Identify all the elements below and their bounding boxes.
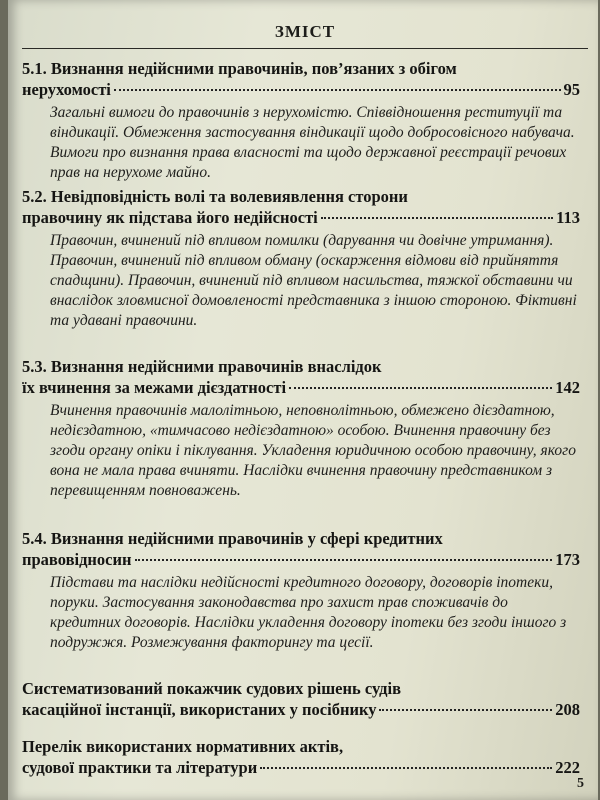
toc-entry-5-3[interactable] — [22, 356, 580, 501]
toc-entry-case-index[interactable] — [22, 678, 580, 720]
toc-page-number: 222 — [555, 758, 580, 777]
toc-entry-title-cont: судової практики та літератури — [22, 758, 258, 777]
dot-leader — [289, 387, 552, 389]
toc-entry-title-cont: правовідносин — [22, 550, 132, 569]
book-page — [8, 0, 598, 800]
toc-entry-description: Підстави та наслідки недійсності кредитного договору, договорів іпотеки, поруки. Застосування законодавства про захист прав споживачів до кредитних договорів. Наслідки укладення договору іпотеки без згоди іншого з подружжя. Розмежування факторингу та цесії. — [50, 574, 567, 651]
toc-entry-title: Перелік використаних нормативних актів, — [22, 737, 344, 756]
dot-leader — [379, 709, 552, 711]
toc-entry-title: 5.1. Визнання недійсними правочинів, пов’язаних з обігом — [22, 59, 457, 78]
header-divider — [22, 48, 588, 49]
toc-entry-description: Правочин, вчинений під впливом помилки (дарування чи довічне утримання). Правочин, вчинений під впливом обману (оскарження відмови від прийняття спадщини). Правочин, вчинений під впливом насильства, тяжкої обставини чи внаслідок зловмисної домовленості представника з іншою стороною. Фіктивні та удавані правочини. — [50, 232, 577, 329]
toc-page-number: 142 — [555, 378, 580, 397]
toc-entry-title: 5.3. Визнання недійсними правочинів внаслідок — [22, 357, 382, 376]
toc-page-number: 173 — [555, 550, 580, 569]
toc-entry-title-cont: їх вчинення за межами дієздатності — [22, 378, 287, 397]
toc-entry-description: Загальні вимоги до правочинів з нерухомістю. Співвідношення реституції та віндикації. Обмеження застосування віндикації щодо добросовісного набувача. Вимоги про визнання права власності та щодо державної реєстрації речових прав на нерухоме майно. — [50, 104, 575, 181]
dot-leader — [114, 89, 561, 91]
toc-entry-5-1[interactable] — [22, 58, 580, 183]
toc-page-number: 113 — [556, 208, 580, 227]
dot-leader — [260, 767, 552, 769]
toc-entry-5-2[interactable] — [22, 186, 580, 331]
toc-entry-references[interactable] — [22, 736, 580, 778]
dot-leader — [321, 217, 553, 219]
toc-entry-description: Вчинення правочинів малолітньою, неповнолітньою, обмежено дієздатною, недієздатною, «тимчасово недієздатною» особою. Вчинення правочину без згоди органу опіки і піклування. Укладення юридичною особою правочину, якого вона не мала права вчиняти. Наслідки вчинення правочину представником з перевищенням повноважень. — [50, 402, 576, 499]
toc-entry-5-4[interactable] — [22, 528, 580, 653]
dot-leader — [135, 559, 553, 561]
toc-entry-title-cont: нерухомості — [22, 80, 111, 99]
toc-entry-title-cont: касаційної інстанції, використаних у посібнику — [22, 700, 377, 719]
toc-entry-title: 5.4. Визнання недійсними правочинів у сфері кредитних — [22, 529, 443, 548]
toc-entry-title: Систематизований покажчик судових рішень судів — [22, 679, 402, 698]
page-title: ЗМІСТ — [274, 22, 336, 41]
toc-page-number: 95 — [563, 80, 580, 99]
toc-entry-title: 5.2. Невідповідність волі та волевиявлення сторони — [22, 187, 408, 206]
toc-page-number: 208 — [555, 700, 580, 719]
toc-entry-title-cont: правочину як підстава його недійсності — [22, 208, 318, 227]
page-number: 5 — [577, 776, 584, 791]
